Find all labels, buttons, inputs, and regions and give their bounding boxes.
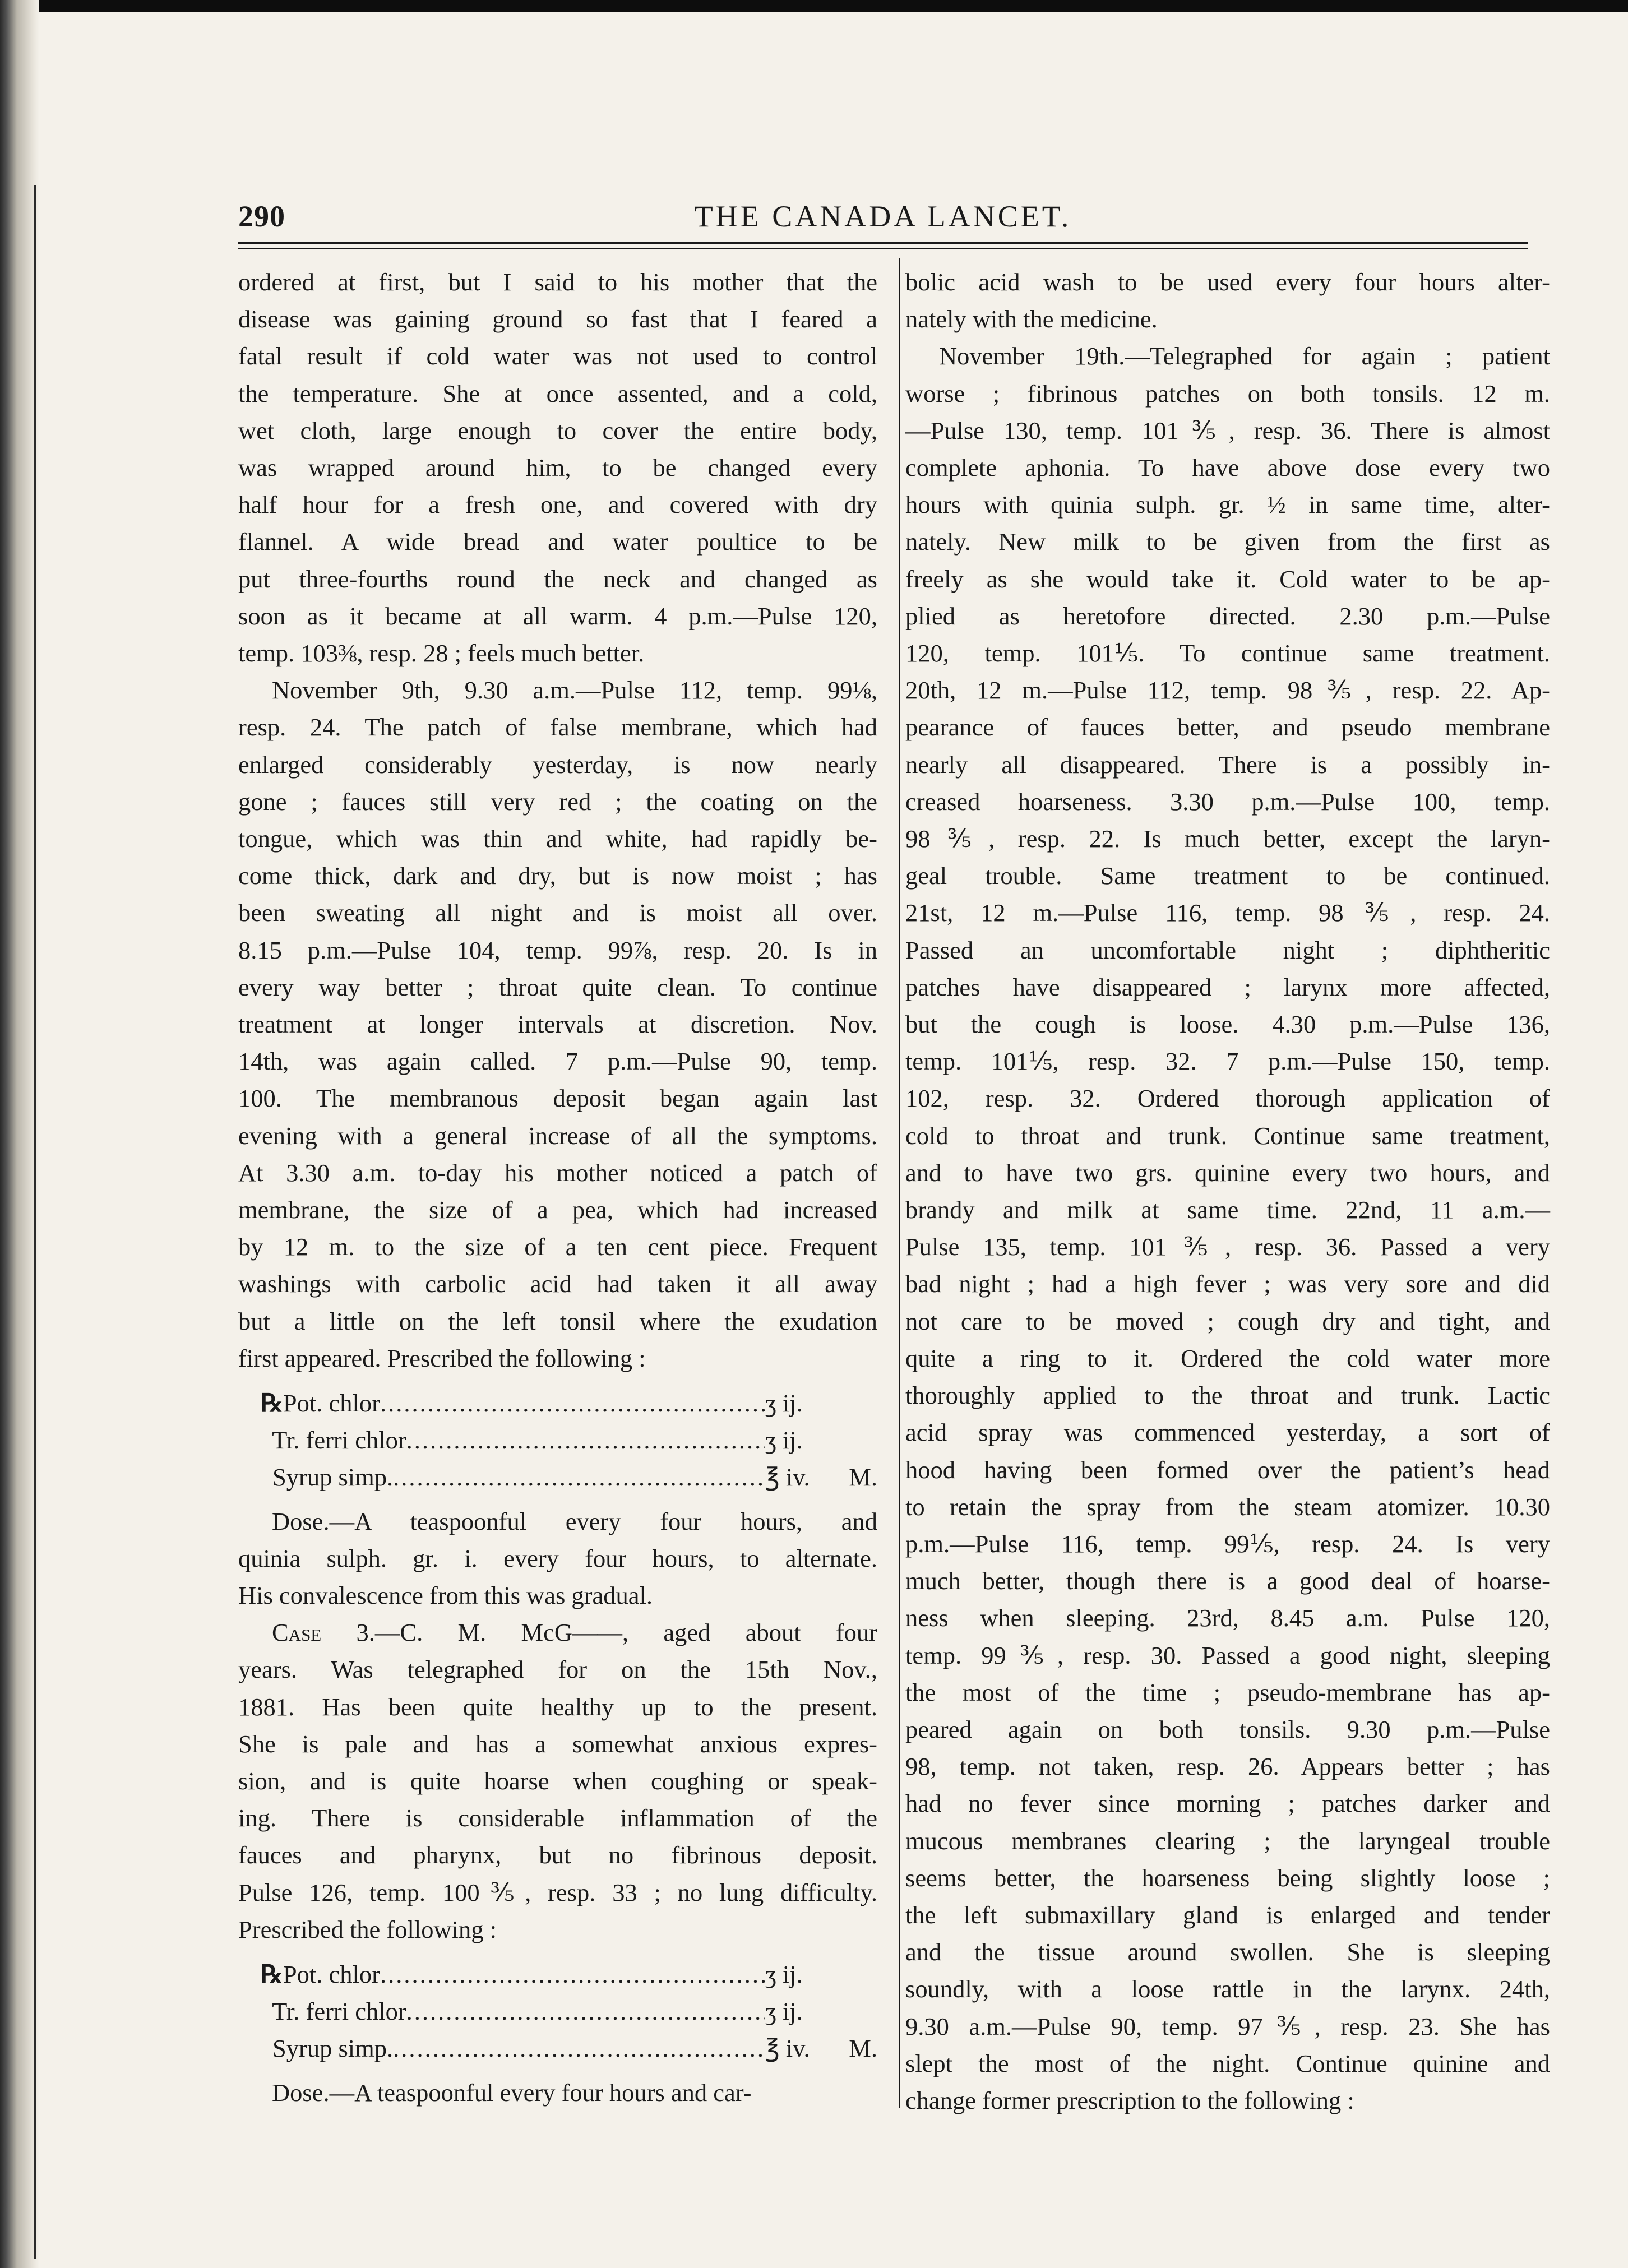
text-line: ness when sleeping. 23rd, 8.45 a.m. Pulse 120, bbox=[905, 1604, 1550, 1632]
text-line: 102, resp. 32. Ordered thorough application of bbox=[905, 1084, 1550, 1113]
text-line: freely as she would take it. Cold water to be ap- bbox=[905, 564, 1550, 593]
text-line: Pulse 126, temp. 100⅗, resp. 33 ; no lung difficulty. bbox=[238, 1878, 877, 1906]
text-line: peared again on both tonsils. 9.30 p.m.—Pulse bbox=[905, 1715, 1550, 1743]
text-line: geal trouble. Same treatment to be continued. bbox=[905, 862, 1550, 890]
text-line: half hour for a fresh one, and covered with dry bbox=[238, 490, 877, 519]
binding-rule bbox=[34, 185, 36, 2259]
case-heading: Case 3. bbox=[272, 1618, 375, 1647]
text-line: mucous membranes clearing ; the laryngeal trouble bbox=[905, 1826, 1550, 1855]
drug-name: Pot. chlor bbox=[283, 1389, 380, 1418]
text-line: 9.30 a.m.—Pulse 90, temp. 97⅗, resp. 23. She has bbox=[905, 2012, 1550, 2040]
text-line: November 19th.—Telegraphed for again ; patient bbox=[939, 342, 1550, 371]
running-header bbox=[238, 199, 1528, 238]
dot-leader bbox=[393, 1459, 765, 1496]
text-line: years. Was telegraphed for on the 15th Nov., bbox=[238, 1655, 877, 1684]
text-line: 98, temp. not taken, resp. 26. Appears better ; has bbox=[905, 1752, 1550, 1781]
text-line: bolic acid wash to be used every four hours alter- bbox=[905, 268, 1550, 296]
text-line: 98⅗, resp. 22. Is much better, except the laryn- bbox=[905, 825, 1550, 853]
right-paragraph-continued bbox=[905, 263, 1550, 337]
text-line: treatment at longer intervals at discretion. Nov. bbox=[238, 1010, 877, 1039]
drug-quantity: ʒ ij. bbox=[765, 1960, 803, 1989]
text-line: first appeared. Prescribed the following : bbox=[238, 1344, 646, 1372]
drug-name: Syrup simp. bbox=[272, 2034, 394, 2063]
text-line: gone ; fauces still very red ; the coating on the bbox=[238, 787, 877, 816]
text-line: enlarged considerably yesterday, is now nearly bbox=[238, 750, 877, 779]
text-line: She is pale and has a somewhat anxious expres- bbox=[238, 1729, 877, 1758]
rx-symbol: ℞ bbox=[261, 1960, 283, 1989]
text-line: temp. 103⅜, resp. 28 ; feels much better. bbox=[238, 639, 645, 668]
drug-name: Syrup simp. bbox=[272, 1463, 394, 1492]
text-line: the left submaxillary gland is enlarged and tender bbox=[905, 1900, 1550, 1929]
drug-quantity: ʒ ij. bbox=[765, 1389, 803, 1418]
scan-top-edge bbox=[0, 0, 1628, 12]
text-line: every way better ; throat quite clean. To continue bbox=[238, 973, 877, 1001]
text-line: plied as heretofore directed. 2.30 p.m.—Pulse bbox=[905, 601, 1550, 630]
drug-name: Tr. ferri chlor bbox=[272, 1997, 406, 2026]
prescription-line bbox=[238, 1385, 877, 1422]
text-line: —Pulse 130, temp. 101⅗, resp. 36. There is almost bbox=[905, 416, 1550, 445]
prescription-line bbox=[238, 1956, 877, 1993]
text-line: cold to throat and trunk. Continue same treatment, bbox=[905, 1121, 1550, 1150]
prescription-line bbox=[238, 1993, 877, 2030]
text-line: 20th, 12 m.—Pulse 112, temp. 98⅗, resp. 22. Ap- bbox=[905, 676, 1550, 705]
text-line: put three-fourths round the neck and changed as bbox=[238, 564, 877, 593]
text-line: At 3.30 a.m. to-day his mother noticed a patch of bbox=[238, 1158, 877, 1187]
text-line bbox=[238, 1614, 877, 1651]
text-line: hours with quinia sulph. gr. ½ in same time, alter- bbox=[905, 490, 1550, 519]
text-line: washings with carbolic acid had taken it all away bbox=[238, 1270, 877, 1298]
text-line: bad night ; had a high fever ; was very sore and did bbox=[905, 1270, 1550, 1298]
dot-leader bbox=[380, 1956, 765, 1993]
text-line: acid spray was commenced yesterday, a sort of bbox=[905, 1418, 1550, 1447]
text-line: soon as it became at all warm. 4 p.m.—Pulse 120, bbox=[238, 601, 877, 630]
drug-name: Pot. chlor bbox=[283, 1960, 380, 1989]
text-line: 14th, was again called. 7 p.m.—Pulse 90, temp. bbox=[238, 1047, 877, 1076]
case-first-line: —C. M. McG——, aged about four bbox=[374, 1618, 877, 1647]
text-line: by 12 m. to the size of a ten cent piece. Frequent bbox=[238, 1233, 877, 1261]
left-paragraph-nov-9 bbox=[238, 672, 877, 1377]
text-line: was wrapped around him, to be changed every bbox=[238, 453, 877, 482]
text-line: wet cloth, large enough to cover the entire body, bbox=[238, 416, 877, 445]
left-paragraph-continued bbox=[238, 263, 877, 672]
drug-quantity: ʒ ij. bbox=[765, 1426, 803, 1455]
text-line: Pulse 135, temp. 101⅗, resp. 36. Passed a very bbox=[905, 1233, 1550, 1261]
text-line: membrane, the size of a pea, which had increased bbox=[238, 1196, 877, 1224]
text-line: the temperature. She at once assented, and a cold, bbox=[238, 379, 877, 408]
text-line: complete aphonia. To have above dose every two bbox=[905, 453, 1550, 482]
header-rule-thin bbox=[238, 248, 1528, 249]
text-line: temp. 101⅕, resp. 32. 7 p.m.—Pulse 150, temp. bbox=[905, 1047, 1550, 1076]
drug-name: Tr. ferri chlor bbox=[272, 1426, 406, 1455]
text-line: 8.15 p.m.—Pulse 104, temp. 99⅞, resp. 20. Is in bbox=[238, 936, 877, 964]
prescription-line bbox=[238, 1459, 877, 1496]
text-line: worse ; fibrinous patches on both tonsils. 12 m. bbox=[905, 379, 1550, 408]
text-line: fauces and pharynx, but no fibrinous deposit. bbox=[238, 1841, 877, 1869]
text-line: slept the most of the night. Continue quinine and bbox=[905, 2049, 1550, 2077]
header-rule-thick bbox=[238, 242, 1528, 244]
left-paragraph-dose-2 bbox=[238, 2074, 877, 2111]
text-line: His convalescence from this was gradual. bbox=[238, 1581, 653, 1610]
drug-quantity: ℥ iv. bbox=[765, 1463, 810, 1492]
text-line: 120, temp. 101⅕. To continue same treatment. bbox=[905, 639, 1550, 668]
text-line: patches have disappeared ; larynx more affected, bbox=[905, 973, 1550, 1001]
text-line: disease was gaining ground so fast that I feared a bbox=[238, 305, 877, 334]
text-line: p.m.—Pulse 116, temp. 99⅕, resp. 24. Is very bbox=[905, 1529, 1550, 1558]
text-line: ordered at first, but I said to his mother that the bbox=[238, 268, 877, 296]
column-divider bbox=[899, 258, 900, 2108]
left-paragraph-dose bbox=[238, 1503, 877, 1614]
text-line: but the cough is loose. 4.30 p.m.—Pulse 136, bbox=[905, 1010, 1550, 1039]
text-line: thoroughly applied to the throat and trunk. Lactic bbox=[905, 1381, 1550, 1410]
text-line: November 9th, 9.30 a.m.—Pulse 112, temp. 99⅛, bbox=[272, 676, 877, 705]
text-line: much better, though there is a good deal of hoarse- bbox=[905, 1567, 1550, 1595]
case-3-body bbox=[238, 1651, 877, 1948]
text-line: come thick, dark and dry, but is now moist ; has bbox=[238, 862, 877, 890]
text-line: and the tissue around swollen. She is sleeping bbox=[905, 1938, 1550, 1966]
text-line: the most of the time ; pseudo-membrane has ap- bbox=[905, 1678, 1550, 1706]
drug-quantity: ℥ iv. bbox=[765, 2034, 810, 2063]
left-column bbox=[238, 263, 877, 2111]
right-column bbox=[905, 263, 1550, 2119]
text-line: been sweating all night and is moist all over. bbox=[238, 899, 877, 927]
text-line: hood having been formed over the patient’s head bbox=[905, 1455, 1550, 1484]
text-line: brandy and milk at same time. 22nd, 11 a.m.— bbox=[905, 1196, 1550, 1224]
text-line: but a little on the left tonsil where the exudation bbox=[238, 1307, 877, 1335]
text-line: nearly all disappeared. There is a possibly in- bbox=[905, 750, 1550, 779]
text-line: Dose.—A teaspoonful every four hours, and bbox=[272, 1507, 877, 1535]
misce-mark: M. bbox=[849, 1463, 877, 1492]
journal-title: THE CANADA LANCET. bbox=[694, 200, 1072, 233]
text-line: 21st, 12 m.—Pulse 116, temp. 98⅗, resp. 24. bbox=[905, 899, 1550, 927]
text-line: temp. 99⅗, resp. 30. Passed a good night, sleeping bbox=[905, 1641, 1550, 1669]
text-line: quinia sulph. gr. i. every four hours, to alternate. bbox=[238, 1544, 877, 1572]
text-line: tongue, which was thin and white, had rapidly be- bbox=[238, 825, 877, 853]
text-line: 1881. Has been quite healthy up to the present. bbox=[238, 1692, 877, 1721]
text-line: soundly, with a loose rattle in the larynx. 24th, bbox=[905, 1975, 1550, 2003]
text-line: 100. The membranous deposit began again last bbox=[238, 1084, 877, 1113]
text-line: sion, and is quite hoarse when coughing or speak- bbox=[238, 1767, 877, 1795]
text-line: seems better, the hoarseness being slightly loose ; bbox=[905, 1863, 1550, 1892]
text-line: pearance of fauces better, and pseudo membrane bbox=[905, 713, 1550, 742]
text-line: creased hoarseness. 3.30 p.m.—Pulse 100, temp. bbox=[905, 787, 1550, 816]
prescription-line bbox=[238, 1422, 877, 1459]
text-line: change former prescription to the following : bbox=[905, 2086, 1354, 2114]
text-line: to retain the spray from the steam atomizer. 10.30 bbox=[905, 1492, 1550, 1521]
text-line: and to have two grs. quinine every two hours, and bbox=[905, 1158, 1550, 1187]
text-line: Dose.—A teaspoonful every four hours and car- bbox=[272, 2078, 752, 2107]
drug-quantity: ʒ ij. bbox=[765, 1997, 803, 2026]
text-line: nately with the medicine. bbox=[905, 305, 1158, 334]
page-number: 290 bbox=[238, 200, 285, 233]
text-line: flannel. A wide bread and water poultice to be bbox=[238, 527, 877, 556]
prescription-line bbox=[238, 2030, 877, 2067]
text-line: nately. New milk to be given from the first as bbox=[905, 527, 1550, 556]
rx-symbol: ℞ bbox=[261, 1389, 283, 1418]
text-line: Passed an uncomfortable night ; diphtheritic bbox=[905, 936, 1550, 964]
text-line: Prescribed the following : bbox=[238, 1915, 497, 1943]
prescription-2 bbox=[238, 1956, 877, 2067]
misce-mark: M. bbox=[849, 2034, 877, 2063]
dot-leader bbox=[406, 1993, 765, 2030]
text-line: had no fever since morning ; patches darker and bbox=[905, 1789, 1550, 1818]
text-line: evening with a general increase of all the symptoms. bbox=[238, 1121, 877, 1150]
right-paragraph-nov-19 bbox=[905, 337, 1550, 2119]
dot-leader bbox=[406, 1422, 765, 1459]
prescription-1 bbox=[238, 1385, 877, 1496]
left-paragraph-case-3 bbox=[238, 1614, 877, 1948]
dot-leader bbox=[393, 2030, 765, 2067]
text-line: quite a ring to it. Ordered the cold water more bbox=[905, 1344, 1550, 1372]
text-line: not care to be moved ; cough dry and tight, and bbox=[905, 1307, 1550, 1335]
text-line: ing. There is considerable inflammation of the bbox=[238, 1804, 877, 1832]
dot-leader bbox=[380, 1385, 765, 1422]
text-line: fatal result if cold water was not used to control bbox=[238, 342, 877, 371]
text-line: resp. 24. The patch of false membrane, which had bbox=[238, 713, 877, 742]
